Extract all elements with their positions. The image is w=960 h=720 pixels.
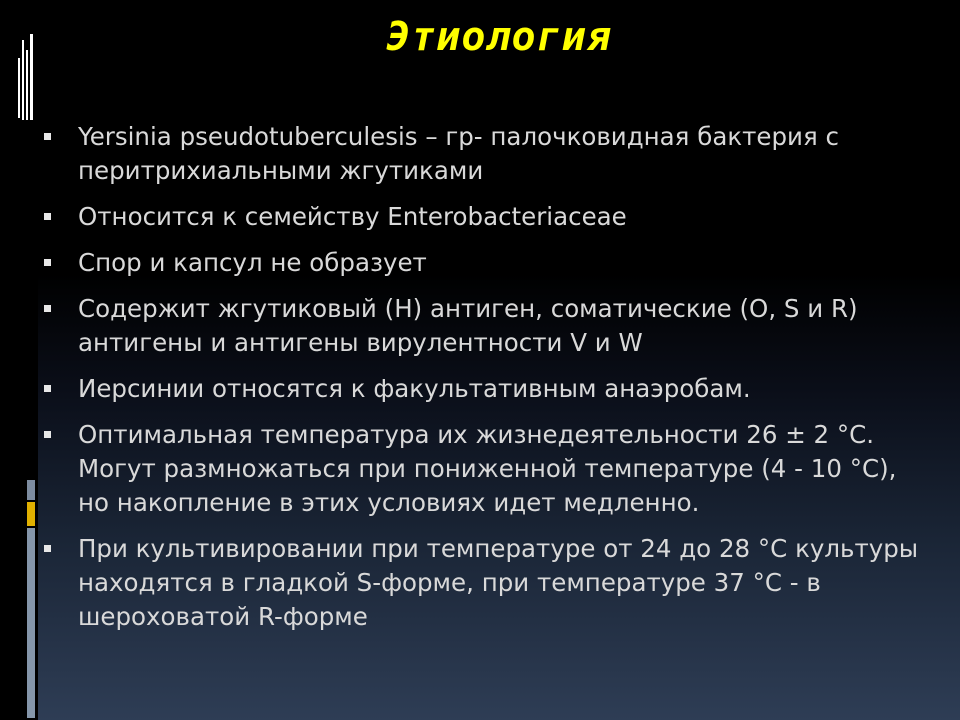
bullet-item <box>40 200 920 234</box>
bullet-text: Спор и капсул не образует <box>78 248 427 277</box>
bullet-item <box>40 418 920 520</box>
decor-line <box>30 34 33 120</box>
bullet-text: При культивировании при температуре от 24 до 28 °С культуры находятся в гладкой S-форме, при температуре 37 °С - в шероховатой R-форме <box>78 534 919 631</box>
bullet-square-icon <box>44 545 51 552</box>
decor-line <box>26 50 28 120</box>
bullet-square-icon <box>44 385 51 392</box>
bullet-square-icon <box>44 259 51 266</box>
decorative-side-bars <box>0 0 38 720</box>
bullet-item <box>40 372 920 406</box>
decor-line <box>18 58 20 118</box>
decor-line <box>22 40 24 120</box>
bullet-text: Yersinia pseudotuberculesis – гр- палочковидная бактерия с перитрихиальными жгутиками <box>78 122 839 185</box>
bullet-text: Содержит жгутиковый (Н) антиген, соматические (О, S и R) антигены и антигены вирулентности V и W <box>78 294 858 357</box>
decor-block <box>27 528 35 718</box>
bullet-text: Иерсинии относятся к факультативным анаэробам. <box>78 374 751 403</box>
bullet-item <box>40 120 920 188</box>
bullet-square-icon <box>44 305 51 312</box>
decor-block <box>27 480 35 500</box>
bullet-item <box>40 292 920 360</box>
decor-block <box>27 502 35 526</box>
slide-title: Этиология <box>386 14 612 60</box>
bullet-text: Относится к семейству Enterobacteriaceae <box>78 202 627 231</box>
bullet-square-icon <box>44 213 51 220</box>
bullet-list <box>40 120 920 646</box>
bullet-square-icon <box>44 133 51 140</box>
bullet-item <box>40 532 920 634</box>
bullet-square-icon <box>44 431 51 438</box>
bullet-text: Оптимальная температура их жизнедеятельности 26 ± 2 °С. Могут размножаться при пониженной температуре (4 - 10 °С), но накопление в этих условиях идет медленно. <box>78 420 897 517</box>
bullet-item <box>40 246 920 280</box>
